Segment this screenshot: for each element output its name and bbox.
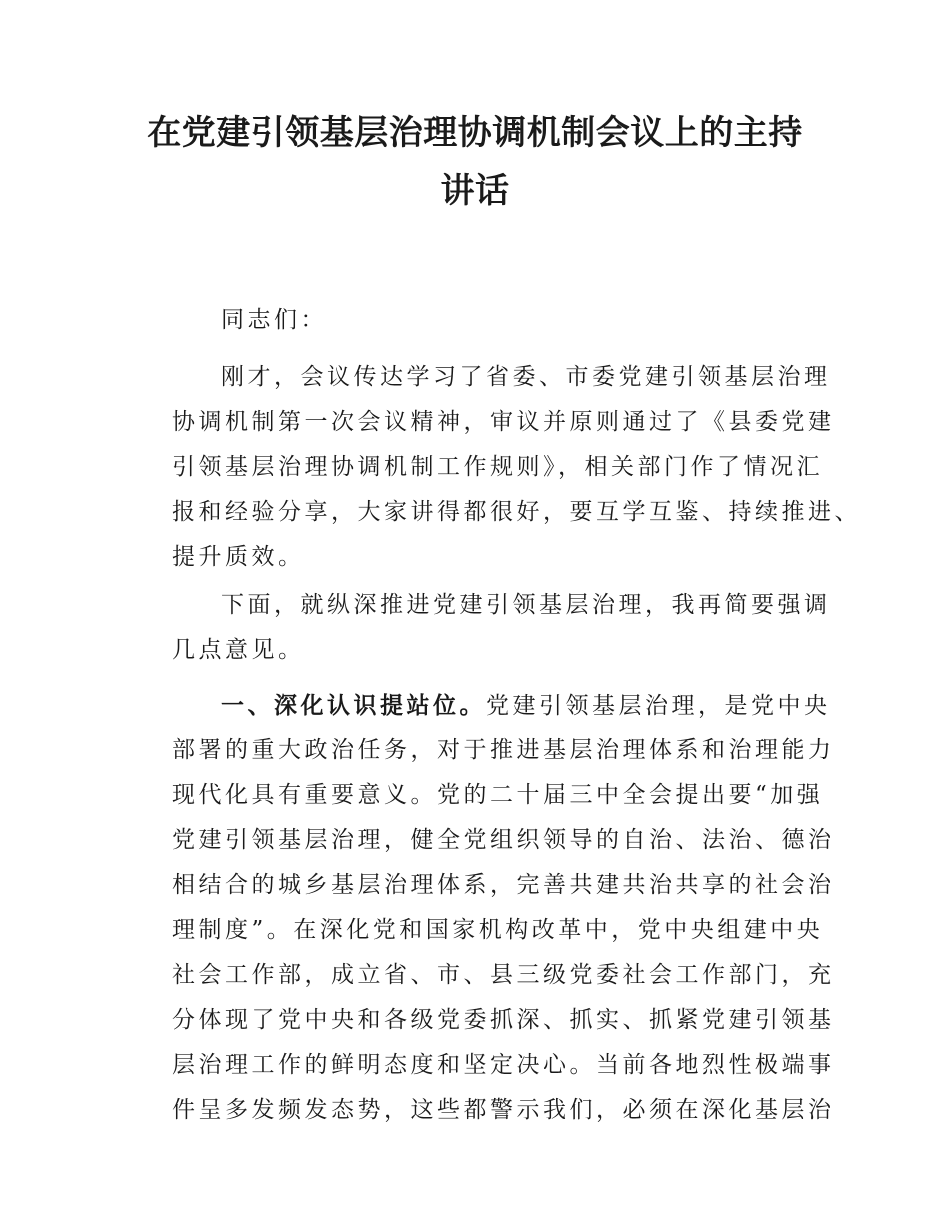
paragraph-1 <box>172 355 861 580</box>
paragraph-3-line: 党建引领基层治理，健全党组织领导的自治、法治、德治 <box>172 827 835 853</box>
paragraph-2 <box>172 583 831 673</box>
paragraph-1-line: 刚才，会议传达学习了省委、市委党建引领基层治理 <box>221 364 831 390</box>
paragraph-2-line: 下面，就纵深推进党建引领基层治理，我再简要强调 <box>221 592 831 618</box>
paragraph-3-line: 现代化具有重要意义。党的二十届三中全会提出要“加强 <box>172 782 824 808</box>
paragraph-1-line: 引领基层治理协调机制工作规则》，相关部门作了情况汇 <box>172 454 823 480</box>
paragraph-3-line: 社会工作部，成立省、市、县三级党委社会工作部门，充 <box>172 962 835 988</box>
paragraph-3-line: 层治理工作的鲜明态度和坚定决心。当前各地烈性极端事 <box>172 1052 835 1078</box>
paragraph-3-line: 件呈多发频发态势，这些都警示我们，必须在深化基层治 <box>172 1097 835 1123</box>
title-line-1: 在党建引领基层治理协调机制会议上的主持 <box>147 113 803 153</box>
paragraph-3-first-line <box>172 683 831 728</box>
paragraph-3-line: 相结合的城乡基层治理体系，完善共建共治共享的社会治 <box>172 872 835 898</box>
salutation-paragraph <box>172 298 812 343</box>
title-line-2: 讲话 <box>440 171 510 211</box>
paragraph-3 <box>172 683 835 1133</box>
section-heading: 一、深化认识提站位。 <box>221 692 486 719</box>
paragraph-1-line: 提升质效。 <box>172 544 305 570</box>
salutation: 同志们： <box>221 307 327 333</box>
paragraph-3-line: 部署的重大政治任务，对于推进基层治理体系和治理能力 <box>172 737 835 763</box>
paragraph-2-line: 几点意见。 <box>172 637 305 663</box>
paragraph-1-line: 协调机制第一次会议精神，审议并原则通过了《县委党建 <box>172 409 835 435</box>
paragraph-1-line: 报和经验分享，大家讲得都很好，要互学互鉴、持续推进、 <box>172 499 861 525</box>
paragraph-3-first-line-rest: 党建引领基层治理，是党中央 <box>486 693 831 719</box>
paragraph-3-line: 理制度”。在深化党和国家机构改革中，党中央组建中央 <box>172 917 824 943</box>
document-title <box>130 104 820 220</box>
paragraph-3-line: 分体现了党中央和各级党委抓深、抓实、抓紧党建引领基 <box>172 1007 835 1033</box>
